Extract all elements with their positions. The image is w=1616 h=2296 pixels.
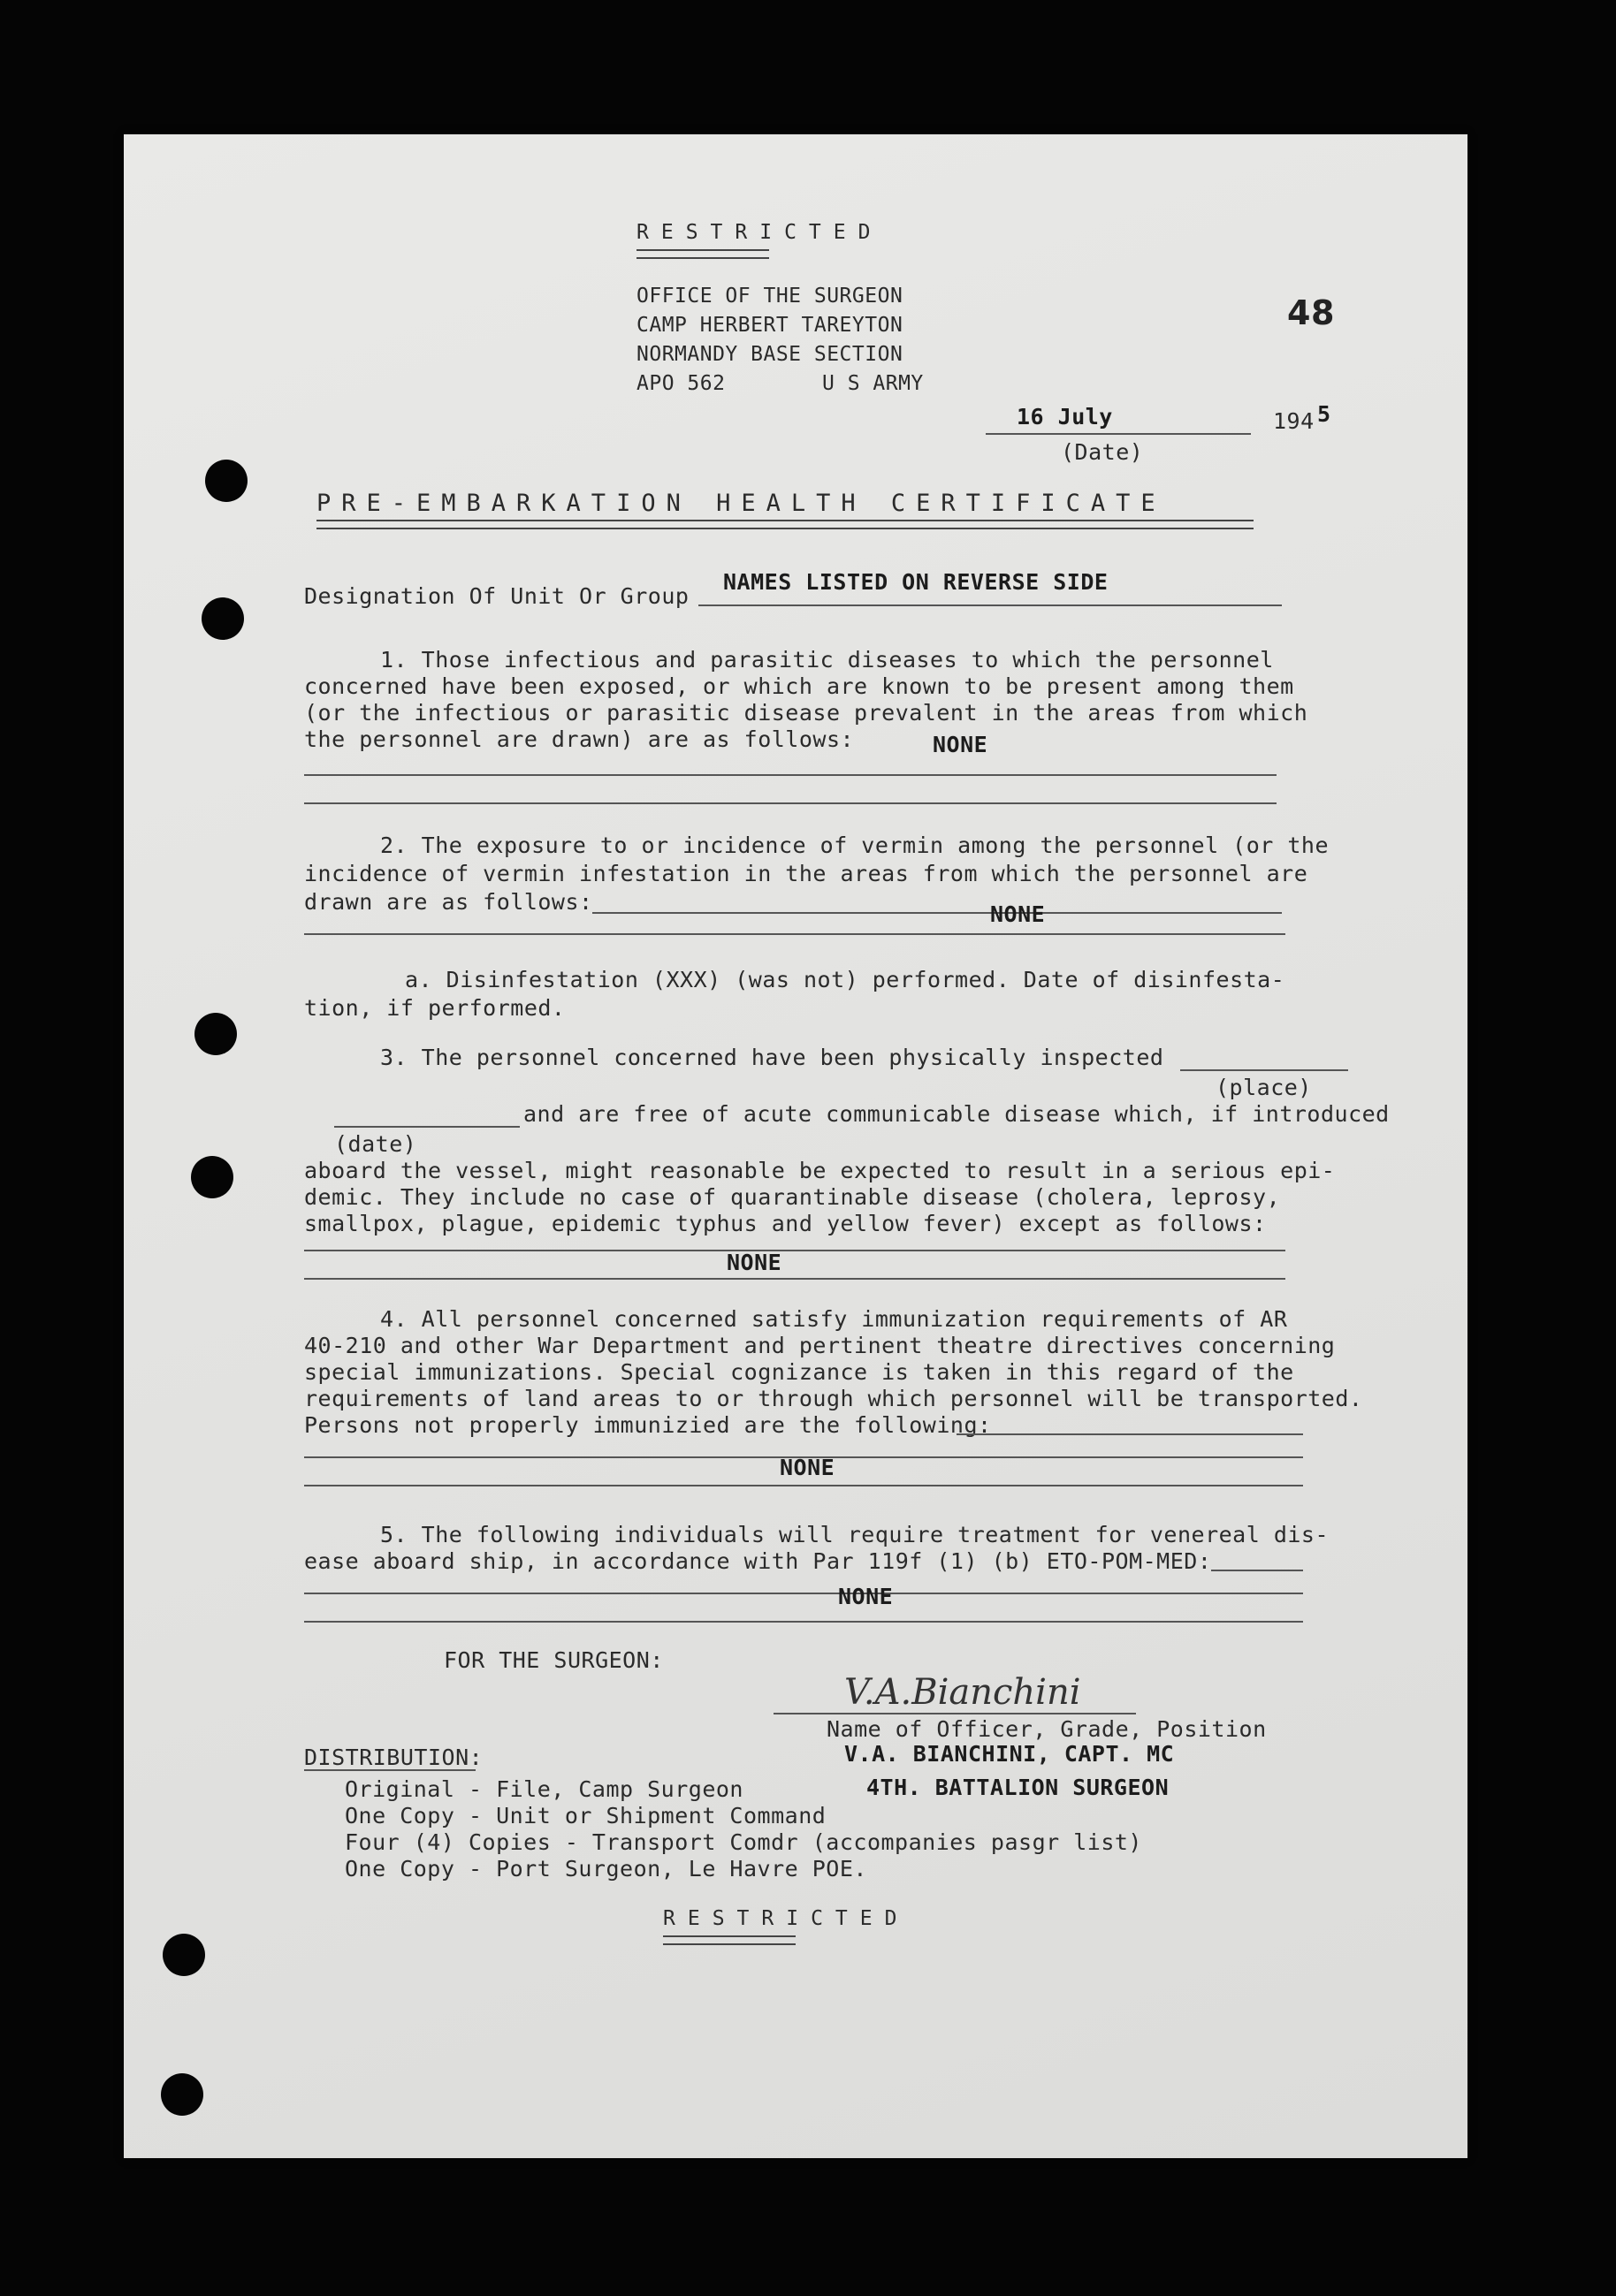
office-line-3: NORMANDY BASE SECTION [636, 343, 903, 366]
classification-top: RESTRICTED [636, 221, 883, 244]
section4-rule-0 [957, 1433, 1303, 1435]
section3-date-label: (date) [334, 1131, 417, 1157]
apo-line: APO 562 [636, 372, 726, 395]
date-label: (Date) [1061, 439, 1144, 465]
section3-answer: NONE [727, 1250, 782, 1275]
section2-answer: NONE [990, 901, 1046, 927]
section3-rule-2 [304, 1278, 1285, 1280]
section2-line-2: incidence of vermin infestation in the areas from which the personnel are [304, 861, 1308, 886]
section2-line-3: drawn are as follows: [304, 889, 593, 915]
distribution-item-1: Original - File, Camp Surgeon [345, 1776, 743, 1802]
for-surgeon-label: FOR THE SURGEON: [444, 1647, 664, 1673]
officer-position: 4TH. BATTALION SURGEON [866, 1775, 1170, 1800]
section4-answer: NONE [780, 1455, 835, 1480]
section1-line-2: concerned have been exposed, or which are known to be present among them [304, 673, 1294, 699]
distribution-item-3: Four (4) Copies - Transport Comdr (accompanies pasgr list) [345, 1829, 1142, 1855]
handwritten-signature: V.A.Bianchini [844, 1672, 1081, 1713]
officer-name: V.A. BIANCHINI, CAPT. MC [844, 1741, 1175, 1767]
section3-rule-1 [304, 1250, 1285, 1251]
distribution-heading: DISTRIBUTION: [304, 1745, 484, 1770]
section5-line-2: ease aboard ship, in accordance with Par 119f (1) (b) ETO-POM-MED: [304, 1548, 1212, 1574]
section3-line-1: 3. The personnel concerned have been physically inspected [380, 1045, 1164, 1070]
section4-line-1: 4. All personnel concerned satisfy immunization requirements of AR [380, 1306, 1288, 1332]
section1-line-1: 1. Those infectious and parasitic diseases to which the personnel [380, 647, 1274, 673]
section1-line-4: the personnel are drawn) are as follows: [304, 726, 855, 752]
section5-rule-0 [1211, 1570, 1303, 1571]
punch-hole [202, 597, 244, 640]
classification-bottom: RESTRICTED [663, 1907, 910, 1930]
classification-top-underline [636, 249, 769, 259]
section2a-line-1: a. Disinfestation (XXX) (was not) performed. Date of disinfesta- [405, 967, 1285, 992]
document-page [124, 134, 1467, 2158]
section4-line-2: 40-210 and other War Department and pertinent theatre directives concerning [304, 1333, 1336, 1358]
section1-rule-1 [304, 774, 1277, 776]
section3-date-rule [334, 1126, 520, 1128]
section4-line-4: requirements of land areas to or through which personnel will be transported. [304, 1386, 1363, 1411]
distribution-item-2: One Copy - Unit or Shipment Command [345, 1803, 827, 1828]
section2-rule-1 [592, 912, 1282, 914]
section5-line-1: 5. The following individuals will require treatment for venereal dis- [380, 1522, 1330, 1547]
section5-answer: NONE [838, 1584, 894, 1609]
section5-rule-1 [304, 1593, 1303, 1594]
punch-hole [191, 1156, 233, 1198]
army-line: U S ARMY [822, 372, 924, 395]
date-value: 16 July [1017, 404, 1113, 430]
section1-rule-2 [304, 802, 1277, 804]
section4-rule-2 [304, 1485, 1303, 1486]
designation-rule [698, 604, 1282, 606]
punch-hole [163, 1934, 205, 1976]
section3-line-5: smallpox, plague, epidemic typhus and yellow fever) except as follows: [304, 1211, 1267, 1236]
punch-hole [161, 2073, 203, 2116]
date-year-suffix: 5 [1317, 401, 1331, 427]
section5-rule-2 [304, 1621, 1303, 1623]
section4-line-3: special immunizations. Special cognizance is taken in this regard of the [304, 1359, 1294, 1385]
section4-line-5: Persons not properly immunizied are the following: [304, 1412, 992, 1438]
signature-rule [774, 1713, 1136, 1714]
office-line-1: OFFICE OF THE SURGEON [636, 285, 903, 308]
section3-place-label: (place) [1216, 1075, 1312, 1100]
punch-hole [205, 460, 248, 502]
section2-line-1: 2. The exposure to or incidence of vermin among the personnel (or the [380, 832, 1330, 858]
designation-label: Designation Of Unit Or Group [304, 583, 690, 609]
section3-place-rule [1180, 1069, 1348, 1071]
section3-line-4: demic. They include no case of quarantinable disease (cholera, leprosy, [304, 1184, 1281, 1210]
title-underline [316, 520, 1254, 529]
section3-line-2: and are free of acute communicable disease which, if introduced [523, 1101, 1390, 1127]
office-line-2: CAMP HERBERT TAREYTON [636, 314, 903, 337]
signature-caption: Name of Officer, Grade, Position [827, 1716, 1267, 1742]
page-number: 48 [1287, 293, 1335, 332]
date-year-prefix: 194 [1273, 408, 1315, 434]
punch-hole [194, 1013, 237, 1055]
classification-bottom-underline [663, 1935, 796, 1945]
section3-line-3: aboard the vessel, might reasonable be expected to result in a serious epi- [304, 1158, 1336, 1183]
designation-value: NAMES LISTED ON REVERSE SIDE [723, 569, 1109, 595]
page-title: PRE-EMBARKATION HEALTH CERTIFICATE [316, 490, 1166, 517]
section2-rule-2 [304, 933, 1285, 935]
section1-answer: NONE [933, 732, 988, 757]
distribution-underline [304, 1769, 476, 1771]
distribution-item-4: One Copy - Port Surgeon, Le Havre POE. [345, 1856, 867, 1882]
section2a-line-2: tion, if performed. [304, 995, 566, 1021]
date-rule [986, 433, 1251, 435]
section1-line-3: (or the infectious or parasitic disease prevalent in the areas from which [304, 700, 1308, 726]
